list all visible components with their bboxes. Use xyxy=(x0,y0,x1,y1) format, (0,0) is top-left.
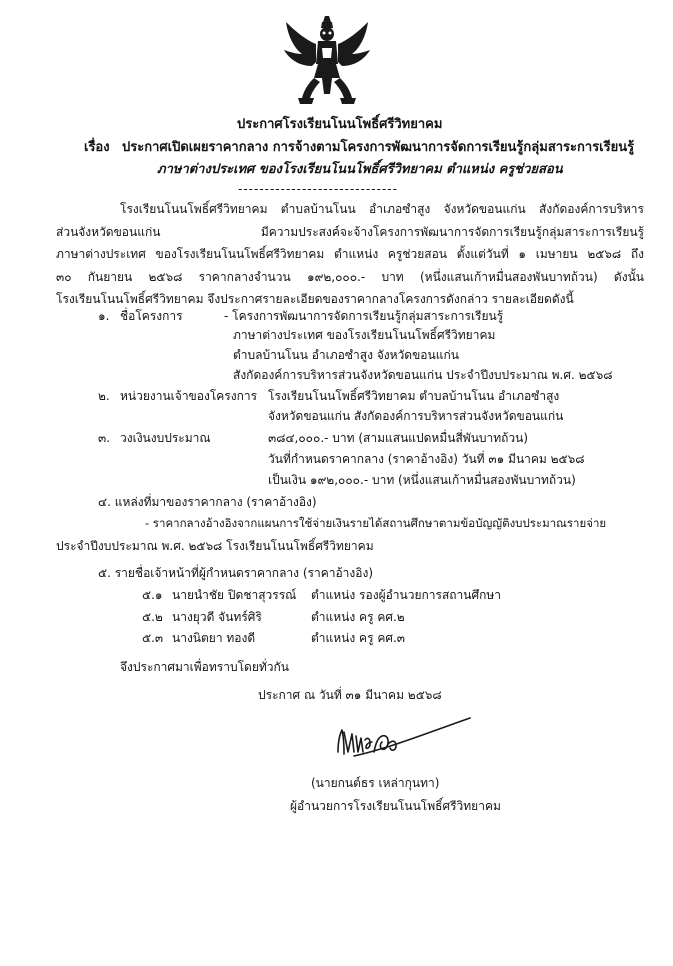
intro-line-3: ภาษาต่างประเทศ ของโรงเรียนโนนโพธิ์ศรีวิทยาคม ตำแหน่ง ครูช่วยสอน ตั้งแต่วันที่ ๑ เมษายน ๒๕๖๘ ถึง xyxy=(56,247,644,261)
item-3-line-2: วันที่กำหนดราคากลาง (ราคาอ้างอิง) วันที่ ๓๑ มีนาคม ๒๕๖๘ xyxy=(268,452,585,466)
item-2-label: หน่วยงานเจ้าของโครงการ xyxy=(120,389,258,403)
item-4-line-1: - ราคากลางอ้างอิงจากแผนการใช้จ่ายเงินรายได้สถานศึกษาตามข้อบัญญัติงบประมาณรายจ่าย xyxy=(145,516,607,530)
item-1-line-3: ตำบลบ้านโนน อำเภอซำสูง จังหวัดขอนแก่น xyxy=(233,348,459,362)
item-2-line-2: จังหวัดขอนแก่น สังกัดองค์การบริหารส่วนจังหวัดขอนแก่น xyxy=(268,409,564,423)
item-4-line-2: ประจำปีงบประมาณ พ.ศ. ๒๕๖๘ โรงเรียนโนนโพธิ์ศรีวิทยาคม xyxy=(56,539,374,553)
committee-3-name: นางนิตยา ทองดี xyxy=(172,631,256,645)
garuda-emblem-icon xyxy=(278,14,376,112)
committee-1-position: ตำแหน่ง รองผู้อำนวยการสถานศึกษา xyxy=(311,588,502,602)
subject-line-1: ประกาศเปิดเผยราคากลาง การจ้างตามโครงการพัฒนาการจัดการเรียนรู้กลุ่มสาระการเรียนรู้ xyxy=(122,140,635,155)
announcer-title: ประกาศโรงเรียนโนนโพธิ์ศรีวิทยาคม xyxy=(237,117,443,132)
item-2-line-1: โรงเรียนโนนโพธิ์ศรีวิทยาคม ตำบลบ้านโนน อำเภอซำสูง xyxy=(268,389,560,403)
item-4-heading: ๔. แหล่งที่มาของราคากลาง (ราคาอ้างอิง) xyxy=(98,495,317,509)
intro-line-5: โรงเรียนโนนโพธิ์ศรีวิทยาคม จึงประกาศรายละเอียดของราคากลางโครงการดังกล่าว รายละเอียดดังนี้ xyxy=(56,292,574,306)
item-3-number: ๓. xyxy=(98,431,111,445)
committee-2-number: ๕.๒ xyxy=(142,610,163,624)
intro-line-4: ๓๐ กันยายน ๒๕๖๘ ราคากลางจำนวน ๑๙๒,๐๐๐.- บาท (หนึ่งแสนเก้าหมื่นสองพันบาทถ้วน) ดังนั้น xyxy=(56,270,644,284)
committee-2-position: ตำแหน่ง ครู คศ.๒ xyxy=(311,610,405,624)
item-1-line-4: สังกัดองค์การบริหารส่วนจังหวัดขอนแก่น ประจำปีงบประมาณ พ.ศ. ๒๕๖๘ xyxy=(233,368,613,382)
committee-3-position: ตำแหน่ง ครู คศ.๓ xyxy=(311,631,406,645)
item-1-line-1: - โครงการพัฒนาการจัดการเรียนรู้กลุ่มสาระการเรียนรู้ xyxy=(224,309,504,323)
signer-title: ผู้อำนวยการโรงเรียนโนนโพธิ์ศรีวิทยาคม xyxy=(290,799,501,813)
committee-3-number: ๕.๓ xyxy=(142,631,164,645)
divider: ------------------------------ xyxy=(238,182,398,196)
subject-line-2: ภาษาต่างประเทศ ของโรงเรียนโนนโพธิ์ศรีวิทยาคม ตำแหน่ง ครูช่วยสอน xyxy=(157,162,563,177)
committee-2-name: นางยุวดี จันทร์ศิริ xyxy=(172,610,262,624)
committee-1-name: นายนำชัย ปิดชาสุวรรณ์ xyxy=(172,588,297,602)
signer-name: (นายกนต์ธร เหล่ากุนทา) xyxy=(311,776,440,790)
handwritten-signature xyxy=(330,712,480,764)
closing-date: ประกาศ ณ วันที่ ๓๑ มีนาคม ๒๕๖๘ xyxy=(258,688,442,702)
subject-label: เรื่อง xyxy=(84,140,110,155)
item-1-number: ๑. xyxy=(98,309,110,323)
item-2-number: ๒. xyxy=(98,389,110,403)
intro-line-1: โรงเรียนโนนโพธิ์ศรีวิทยาคม ตำบลบ้านโนน อำเภอซำสูง จังหวัดขอนแก่น สังกัดองค์การบริหาร xyxy=(120,202,644,216)
closing-notice: จึงประกาศมาเพื่อทราบโดยทั่วกัน xyxy=(120,660,289,674)
item-3-label: วงเงินงบประมาณ xyxy=(120,431,211,445)
item-1-label: ชื่อโครงการ xyxy=(120,309,183,323)
committee-1-number: ๕.๑ xyxy=(142,588,163,602)
item-1-line-2: ภาษาต่างประเทศ ของโรงเรียนโนนโพธิ์ศรีวิทยาคม xyxy=(233,328,496,342)
item-3-line-1: ๓๘๔,๐๐๐.- บาท (สามแสนแปดหมื่นสี่พันบาทถ้วน) xyxy=(268,431,529,445)
item-3-line-3: เป็นเงิน ๑๙๒,๐๐๐.- บาท (หนึ่งแสนเก้าหมื่นสองพันบาทถ้วน) xyxy=(268,473,576,487)
intro-line-2: ส่วนจังหวัดขอนแก่น มีความประสงค์จะจ้างโครงการพัฒนาการจัดการเรียนรู้กลุ่มสาระการเรียนรู้ xyxy=(56,225,644,239)
item-5-heading: ๕. รายชื่อเจ้าหน้าที่ผู้กำหนดราคากลาง (ราคาอ้างอิง) xyxy=(98,566,374,580)
